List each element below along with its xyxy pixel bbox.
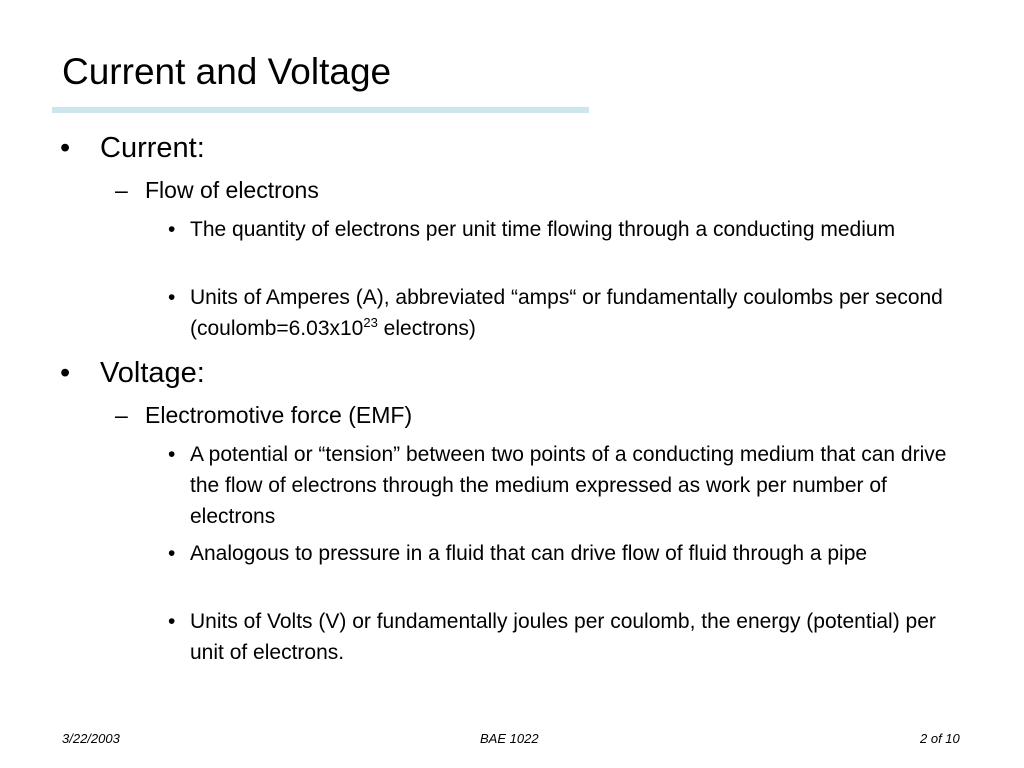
voltage-heading: Voltage:	[100, 357, 205, 389]
pressure-analogy-text: Analogous to pressure in a fluid that can drive flow of fluid through a pipe	[190, 542, 868, 565]
electron-quantity-text: The quantity of electrons per unit time flowing through a conducting medium	[190, 218, 896, 241]
bullet-marker: •	[168, 443, 176, 466]
volts-units-text: Units of Volts (V) or fundamentally joules per coulomb, the energy (potential) per unit of electrons.	[190, 610, 936, 664]
flow-of-electrons-text: Flow of electrons	[145, 177, 319, 203]
emf-text: Electromotive force (EMF)	[145, 402, 413, 428]
bullet-marker: •	[168, 286, 176, 309]
footer-date: 3/22/2003	[62, 731, 120, 746]
bullet-marker: •	[168, 610, 176, 633]
dash-marker: –	[115, 402, 128, 428]
amperes-units-text	[190, 282, 965, 344]
bullet-marker: •	[168, 218, 176, 241]
amperes-units-tail: electrons)	[377, 317, 476, 340]
current-heading: Current:	[100, 132, 205, 164]
exponent: 23	[363, 315, 378, 330]
amperes-units-main: Units of Amperes (A), abbreviated “amps“ or fundamentally coulombs per second (coulomb=6.03x10	[190, 286, 943, 340]
bullet-marker: •	[60, 132, 71, 164]
bullet-marker: •	[60, 357, 71, 389]
footer-course: BAE 1022	[480, 731, 539, 746]
dash-marker: –	[115, 177, 128, 203]
potential-tension-text: A potential or “tension” between two points of a conducting medium that can drive the flow of electrons through the medium expressed as work per number of electrons	[190, 443, 947, 528]
slide-title: Current and Voltage	[62, 51, 392, 92]
bullet-marker: •	[168, 542, 176, 565]
footer-page-number: 2 of 10	[920, 731, 960, 746]
